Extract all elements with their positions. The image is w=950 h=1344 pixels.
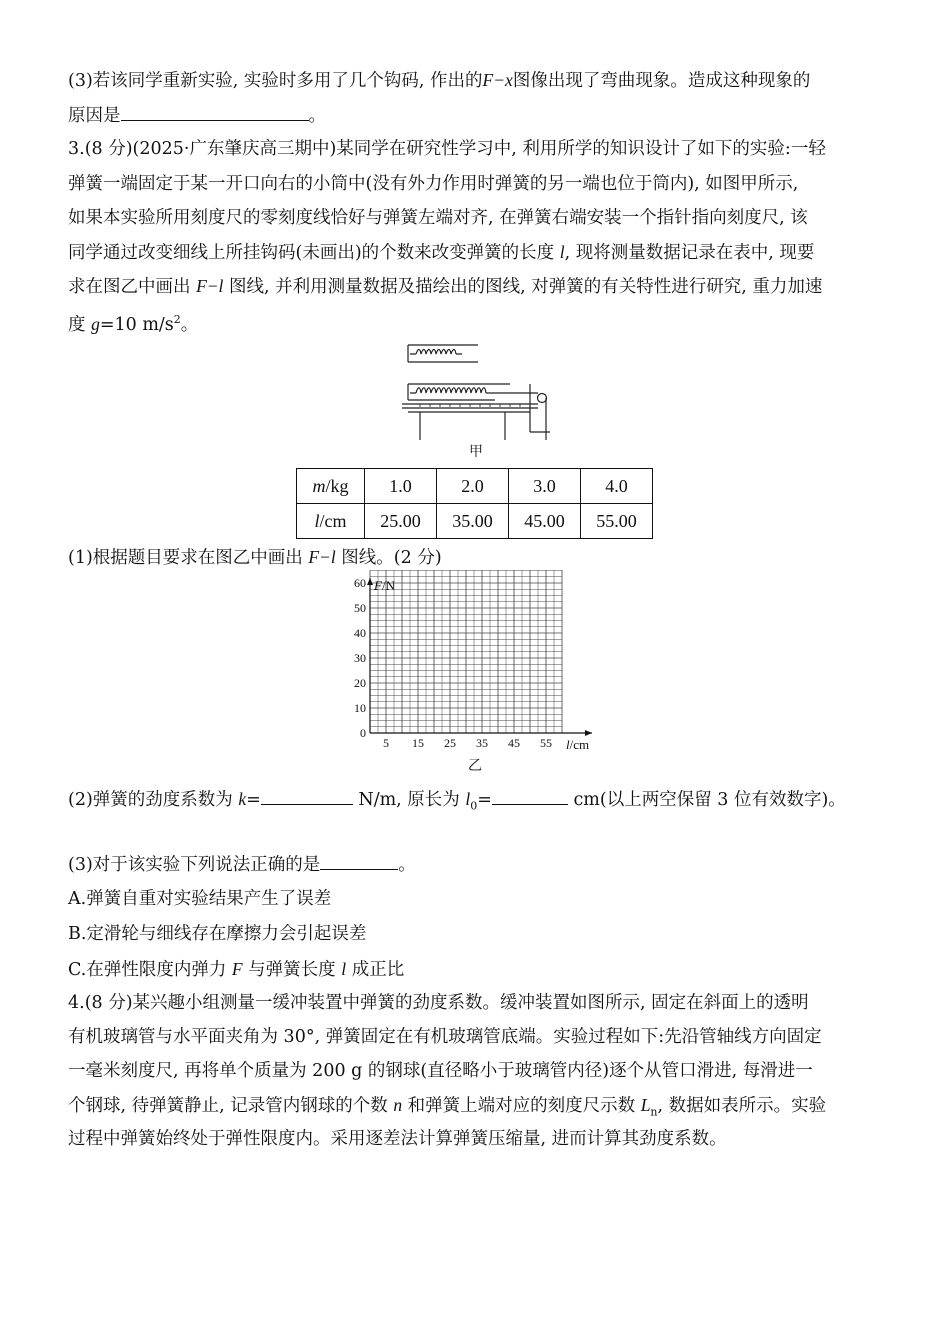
q2-sub3-line2: 原因是 。 [68, 103, 326, 128]
q4-line1: 4.(8 分)某兴趣小组测量一缓冲装置中弹簧的劲度系数。缓冲装置如图所示, 固定在斜面上的透明 [68, 993, 809, 1013]
y-tick-label: 20 [354, 676, 366, 690]
q3-sub2: (2)弹簧的劲度系数为 k= N/m, 原长为 $l_0= cm$(以上两空保留 3 位有效数字)。 [68, 789, 846, 813]
y-tick-label: 40 [354, 626, 366, 640]
q3-line6: 度 g=10 $m/s^2$。 [68, 313, 199, 335]
table-cell: 3.0 [509, 469, 581, 504]
table-row-label: m/kg [297, 469, 365, 504]
q3-header: 3.(8 分)(2025·广东肇庆高三期中)某同学在研究性学习中, 利用所学的知识设计了如下的实验:一轻 [68, 139, 826, 159]
q3-line5: 求在图乙中画出 F−l 图线, 并利用测量数据及描绘出的图线, 对弹簧的有关特性进行研究, 重力加速 [68, 276, 823, 297]
k-answer-blank[interactable] [261, 787, 353, 805]
table-cell: 2.0 [437, 469, 509, 504]
q3-sub1: (1)根据题目要求在图乙中画出 F−l 图线。(2 分) [68, 547, 442, 568]
table-cell: 25.00 [365, 504, 437, 539]
figure-caption-yi: 乙 [468, 758, 482, 774]
x-tick-label: 35 [476, 736, 488, 750]
l0-answer-blank[interactable] [492, 787, 568, 805]
table-cell: 4.0 [581, 469, 653, 504]
q2-sub3-line1: (3)若该同学重新实验, 实验时多用了几个钩码, 作出的F−x图像出现了弯曲现象。造成这种现象的 [68, 70, 811, 91]
choice-answer-blank[interactable] [320, 852, 398, 870]
table-row [297, 504, 653, 539]
f-l-chart[interactable] [330, 570, 620, 770]
figure-caption-jia: 甲 [469, 444, 483, 460]
x-tick-label: 45 [508, 736, 520, 750]
spring-apparatus-figure [400, 340, 560, 440]
x-axis-arrow-icon [585, 730, 592, 736]
q4-line2: 有机玻璃管与水平面夹角为 30°, 弹簧固定在有机玻璃管底端。实验过程如下:先沿管轴线方向固定 [68, 1027, 822, 1047]
table-cell: 1.0 [365, 469, 437, 504]
y-tick-label: 10 [354, 701, 366, 715]
table-cell: 35.00 [437, 504, 509, 539]
y-axis-arrow-icon [367, 578, 373, 585]
x-tick-label: 55 [540, 736, 552, 750]
answer-blank[interactable] [121, 103, 309, 121]
q3-line2: 弹簧一端固定于某一开口向右的小筒中(没有外力作用时弹簧的另一端也位于筒内), 如图甲所示, [68, 174, 799, 194]
x-tick-label: 25 [444, 736, 456, 750]
x-tick-label: 5 [383, 736, 389, 750]
table-row [297, 469, 653, 504]
y-axis-label: F/N [374, 578, 395, 593]
option-b: B.定滑轮与细线存在摩擦力会引起误差 [68, 924, 367, 944]
q4-line4: 个钢球, 待弹簧静止, 记录管内钢球的个数 n 和弹簧上端对应的刻度尺示数 $L_n$, 数据如表所示。实验 [68, 1095, 827, 1119]
table-cell: 55.00 [581, 504, 653, 539]
q3-line3: 如果本实验所用刻度尺的零刻度线恰好与弹簧左端对齐, 在弹簧右端安装一个指针指向刻度尺, 该 [68, 208, 808, 228]
y-tick-label: 50 [354, 601, 366, 615]
q4-line5: 过程中弹簧始终处于弹性限度内。采用逐差法计算弹簧压缩量, 进而计算其劲度系数。 [68, 1129, 727, 1149]
y-tick-label: 60 [354, 576, 366, 590]
option-a: A.弹簧自重对实验结果产生了误差 [68, 889, 332, 909]
q3-line4: 同学通过改变细线上所挂钩码(未画出)的个数来改变弹簧的长度 l, 现将测量数据记录在表中, 现要 [68, 242, 815, 263]
table-cell: 45.00 [509, 504, 581, 539]
y-tick-label: 30 [354, 651, 366, 665]
x-tick-label: 15 [412, 736, 424, 750]
table-row-label: l/cm [297, 504, 365, 539]
option-c: C.在弹性限度内弹力 F 与弹簧长度 l 成正比 [68, 959, 405, 980]
x-axis-label: l/cm [566, 737, 590, 752]
q4-line3: 一毫米刻度尺, 再将单个质量为 200 g 的钢球(直径略小于玻璃管内径)逐个从管口滑进, 每滑进一 [68, 1061, 813, 1081]
y-tick-label: 0 [360, 726, 366, 740]
q3-sub3: (3)对于该实验下列说法正确的是 。 [68, 852, 416, 877]
data-table [296, 468, 653, 539]
